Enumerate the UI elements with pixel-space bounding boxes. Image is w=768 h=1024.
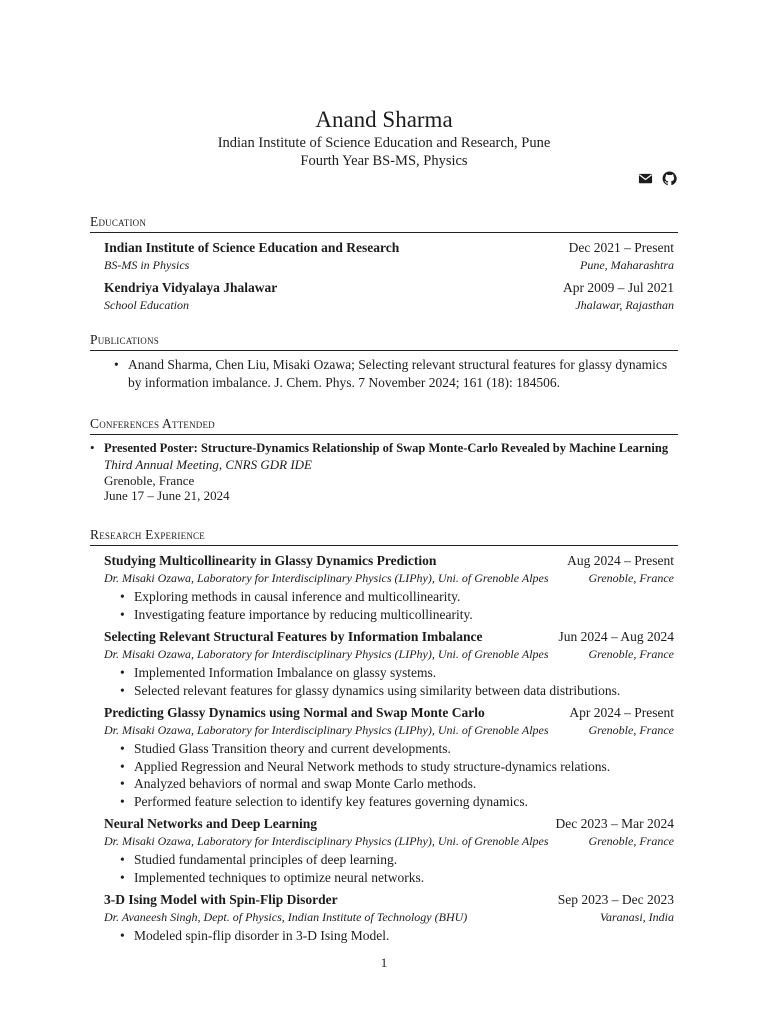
envelope-icon[interactable]: [638, 171, 653, 186]
project-title: Selecting Relevant Structural Features by Information Imbalance: [104, 629, 483, 644]
research-entry: [90, 552, 678, 623]
section-title: Publications: [90, 332, 678, 351]
location: Grenoble, France: [588, 723, 674, 737]
page-number: 1: [380, 955, 388, 970]
research-entry: [90, 628, 678, 699]
date-range: Sep 2023 – Dec 2023: [557, 892, 674, 907]
section-title: Conferences Attended: [90, 416, 678, 435]
education-entry: [90, 239, 678, 273]
project-title: Neural Networks and Deep Learning: [104, 816, 317, 831]
advisor: Dr. Avaneesh Singh, Dept. of Physics, Indian Institute of Technology (BHU): [104, 910, 468, 924]
section-title: Research Experience: [90, 527, 678, 546]
date-range: Apr 2009 – Jul 2021: [563, 280, 674, 295]
research-entry: [90, 704, 678, 810]
degree: BS-MS in Physics: [104, 258, 190, 272]
affiliation: Indian Institute of Science Education and Research, Pune: [217, 135, 551, 151]
conference-dates: June 17 – June 21, 2024: [104, 488, 230, 503]
location: Jhalawar, Rajasthan: [575, 298, 674, 312]
section-title: Education: [90, 214, 678, 233]
education-section: [90, 214, 678, 313]
institution-name: Kendriya Vidyalaya Jhalawar: [104, 280, 278, 295]
project-title: 3-D Ising Model with Spin-Flip Disorder: [104, 892, 338, 907]
bullet-item: • Studied fundamental principles of deep learning.: [120, 851, 678, 869]
bullet-item: • Modeled spin-flip disorder in 3-D Ising Model.: [120, 927, 678, 945]
location: Grenoble, France: [588, 834, 674, 848]
bullet-item: • Analyzed behaviors of normal and swap Monte Carlo methods.: [120, 775, 678, 793]
bullet-item: • Exploring methods in causal inference and multicollinearity.: [120, 588, 678, 606]
conference-event: Third Annual Meeting, CNRS GDR IDE: [104, 457, 312, 472]
date-range: Dec 2021 – Present: [568, 240, 674, 255]
advisor: Dr. Misaki Ozawa, Laboratory for Interdisciplinary Physics (LIPhy), Uni. of Grenoble Alpes: [104, 834, 549, 848]
research-entry: [90, 891, 678, 945]
program: Fourth Year BS-MS, Physics: [300, 153, 468, 169]
conferences-section: [90, 416, 678, 504]
location: Grenoble, France: [588, 647, 674, 661]
date-range: Apr 2024 – Present: [569, 705, 674, 720]
bullet-item: • Implemented Information Imbalance on glassy systems.: [120, 664, 678, 682]
bullet-item: • Applied Regression and Neural Network methods to study structure-dynamics relations.: [120, 758, 678, 776]
publications-section: [90, 332, 678, 391]
bullet: •: [90, 440, 95, 455]
advisor: Dr. Misaki Ozawa, Laboratory for Interdisciplinary Physics (LIPhy), Uni. of Grenoble Alpes: [104, 723, 549, 737]
conference-place: Grenoble, France: [104, 472, 195, 488]
education-entry: [90, 279, 678, 313]
research-section: [90, 527, 678, 945]
project-title: Predicting Glassy Dynamics using Normal and Swap Monte Carlo: [104, 705, 485, 720]
bullet-item: • Implemented techniques to optimize neural networks.: [120, 869, 678, 887]
location: Pune, Maharashtra: [580, 258, 674, 272]
degree: School Education: [104, 298, 189, 312]
github-icon[interactable]: [662, 171, 677, 186]
contact-icons: [638, 171, 677, 186]
date-range: Aug 2024 – Present: [567, 553, 674, 568]
date-range: Dec 2023 – Mar 2024: [555, 816, 674, 831]
research-entry: [90, 815, 678, 886]
publication-list: [90, 356, 678, 391]
location: Grenoble, France: [588, 571, 674, 585]
conference-entry: [90, 440, 678, 457]
conference-title: Presented Poster: Structure-Dynamics Relationship of Swap Monte-Carlo Revealed by Machine Learning: [104, 441, 669, 455]
bullet-item: • Studied Glass Transition theory and current developments.: [120, 740, 678, 758]
date-range: Jun 2024 – Aug 2024: [558, 629, 674, 644]
candidate-name: Anand Sharma: [315, 107, 453, 132]
bullet-item: • Performed feature selection to identify key features governing dynamics.: [120, 793, 678, 811]
institution-name: Indian Institute of Science Education and Research: [104, 240, 400, 255]
publication-item: • Anand Sharma, Chen Liu, Misaki Ozawa; Selecting relevant structural features for glassy dynamics by information imbalance. J. Chem. Phys. 7 November 2024; 161 (18): 184506.: [114, 356, 678, 391]
advisor: Dr. Misaki Ozawa, Laboratory for Interdisciplinary Physics (LIPhy), Uni. of Grenoble Alpes: [104, 571, 549, 585]
location: Varanasi, India: [599, 910, 674, 924]
advisor: Dr. Misaki Ozawa, Laboratory for Interdisciplinary Physics (LIPhy), Uni. of Grenoble Alpes: [104, 647, 549, 661]
project-title: Studying Multicollinearity in Glassy Dynamics Prediction: [104, 553, 437, 568]
bullet-item: • Investigating feature importance by reducing multicollinearity.: [120, 606, 678, 624]
bullet-item: • Selected relevant features for glassy dynamics using similarity between data distributions.: [120, 682, 678, 700]
